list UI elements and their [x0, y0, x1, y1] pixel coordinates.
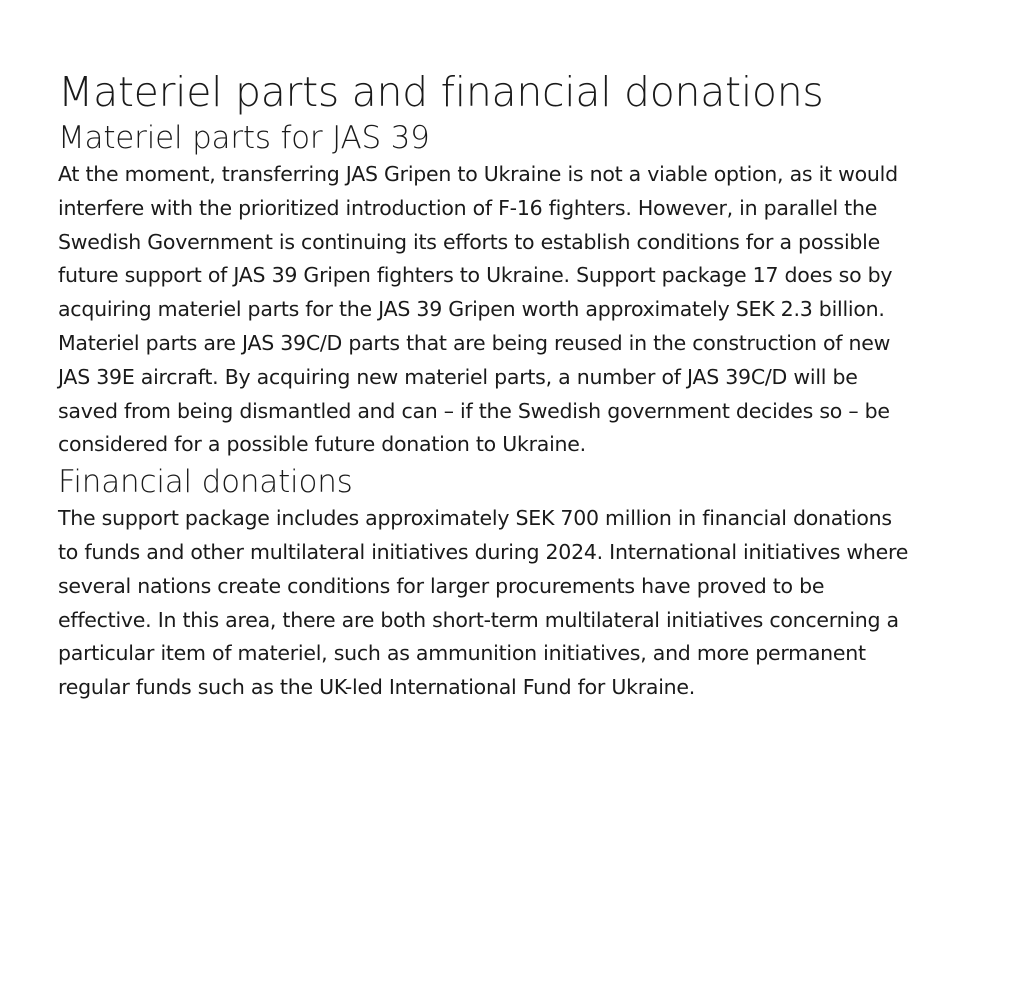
section-heading-materiel-parts: Materiel parts for JAS 39 — [58, 120, 430, 156]
paragraph-financial-donations: The support package includes approximately SEK 700 million in financial donations to funds and other multilateral initiatives during 2024. International initiatives where several nations create conditions for larger procurements have proved to be effective. In this area, there are both short-term multilateral initiatives concerning a particular item of materiel, such as ammunition initiatives, and more permanent regular funds such as the UK-led International Fund for Ukraine. — [58, 506, 909, 700]
section-heading-financial-donations: Financial donations — [58, 464, 353, 501]
section-materiel-parts — [58, 118, 984, 462]
section-financial-donations — [58, 462, 984, 705]
paragraph-materiel-parts-reuse: Materiel parts are JAS 39C/D parts that are being reused in the construction of new JAS 39E aircraft. By acquiring new materiel parts, a number of JAS 39C/D will be saved from being dismantled and can – if the Swedish government decides so – be considered for a possible future donation to Ukraine. — [58, 330, 891, 457]
page-title: Materiel parts and financial donations — [58, 68, 824, 116]
paragraph-gripen-transfer: At the moment, transferring JAS Gripen to Ukraine is not a viable option, as it would interfere with the prioritized introduction of F-16 fighters. However, in parallel the Swedish Government is continuing its efforts to establish conditions for a possible future support of JAS 39 Gripen fighters to Ukraine. Support package 17 does so by acquiring materiel parts for the JAS 39 Gripen worth approximately SEK 2.3 billion. — [58, 162, 898, 322]
